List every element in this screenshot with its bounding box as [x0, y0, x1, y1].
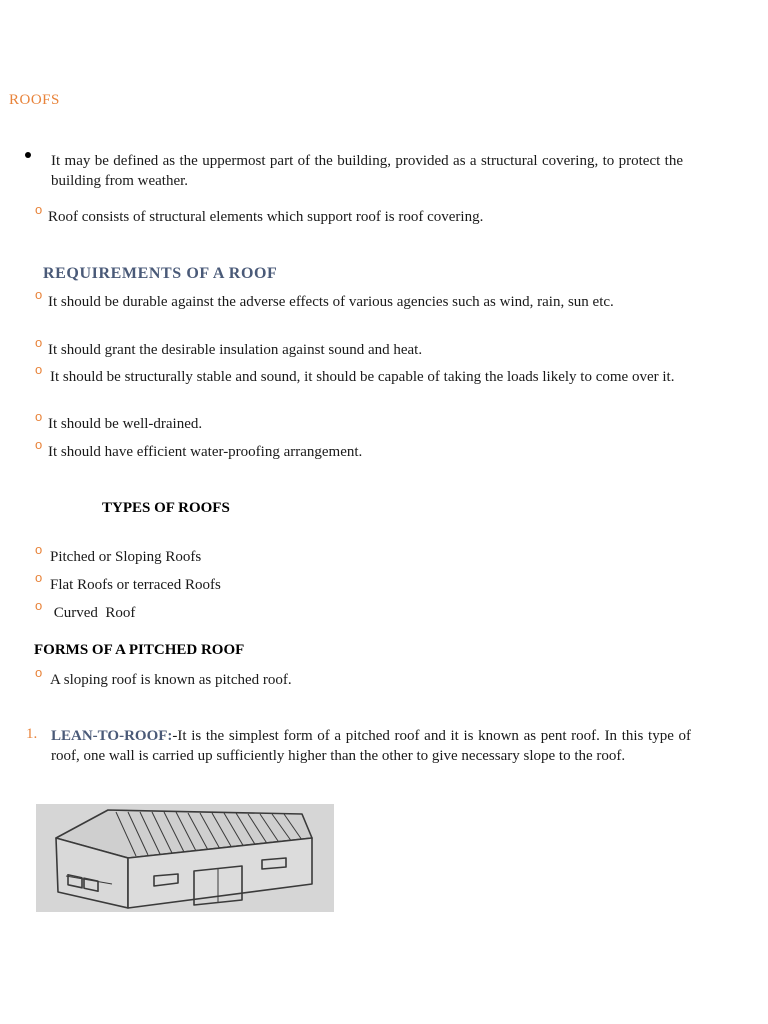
forms-heading: FORMS OF A PITCHED ROOF	[34, 642, 245, 658]
lean-to-text: -It is the simplest form of a pitched roof and it is known as pent roof. In this type of roof, one wall is carried up sufficiently higher than the other to give necessary slope to the roof.	[51, 728, 691, 764]
requirement-item: It should have efficient water-proofing arrangement.	[48, 444, 363, 460]
lean-to-label: LEAN-TO-ROOF:	[51, 728, 173, 744]
circle-bullet-icon: o	[35, 409, 43, 424]
circle-bullet-icon: o	[35, 202, 43, 217]
requirements-heading: REQUIREMENTS OF A ROOF	[43, 265, 278, 282]
circle-bullet-icon: o	[35, 665, 43, 680]
types-heading: TYPES OF ROOFS	[102, 500, 230, 516]
lean-to-roof-figure	[36, 804, 334, 912]
circle-bullet-icon: o	[35, 362, 43, 377]
forms-item: A sloping roof is known as pitched roof.	[50, 672, 292, 688]
circle-bullet-icon: o	[35, 542, 43, 557]
requirement-item: It should be durable against the adverse effects of various agencies such as wind, rain, sun etc.	[48, 294, 614, 310]
type-item: Flat Roofs or terraced Roofs	[50, 577, 221, 593]
page-title: ROOFS	[9, 92, 60, 108]
circle-bullet-icon: o	[35, 287, 43, 302]
lean-to-paragraph	[51, 726, 691, 766]
requirement-item: It should be structurally stable and sound, it should be capable of taking the loads likely to come over it.	[50, 369, 675, 385]
intro-sub-text: Roof consists of structural elements which support roof is roof covering.	[48, 209, 484, 225]
type-item: Curved Roof	[50, 605, 136, 621]
type-item: Pitched or Sloping Roofs	[50, 549, 202, 565]
requirement-item: It should be well-drained.	[48, 416, 203, 432]
circle-bullet-icon: o	[35, 570, 43, 585]
bullet-dot-icon	[25, 152, 31, 158]
circle-bullet-icon: o	[35, 598, 43, 613]
circle-bullet-icon: o	[35, 437, 43, 452]
circle-bullet-icon: o	[35, 335, 43, 350]
lean-to-roof-drawing	[36, 804, 334, 912]
intro-bullet-text: It may be defined as the uppermost part of the building, provided as a structural covering, to protect the building from weather.	[51, 153, 683, 189]
requirement-item: It should grant the desirable insulation against sound and heat.	[48, 342, 423, 358]
list-number: 1.	[26, 726, 38, 742]
